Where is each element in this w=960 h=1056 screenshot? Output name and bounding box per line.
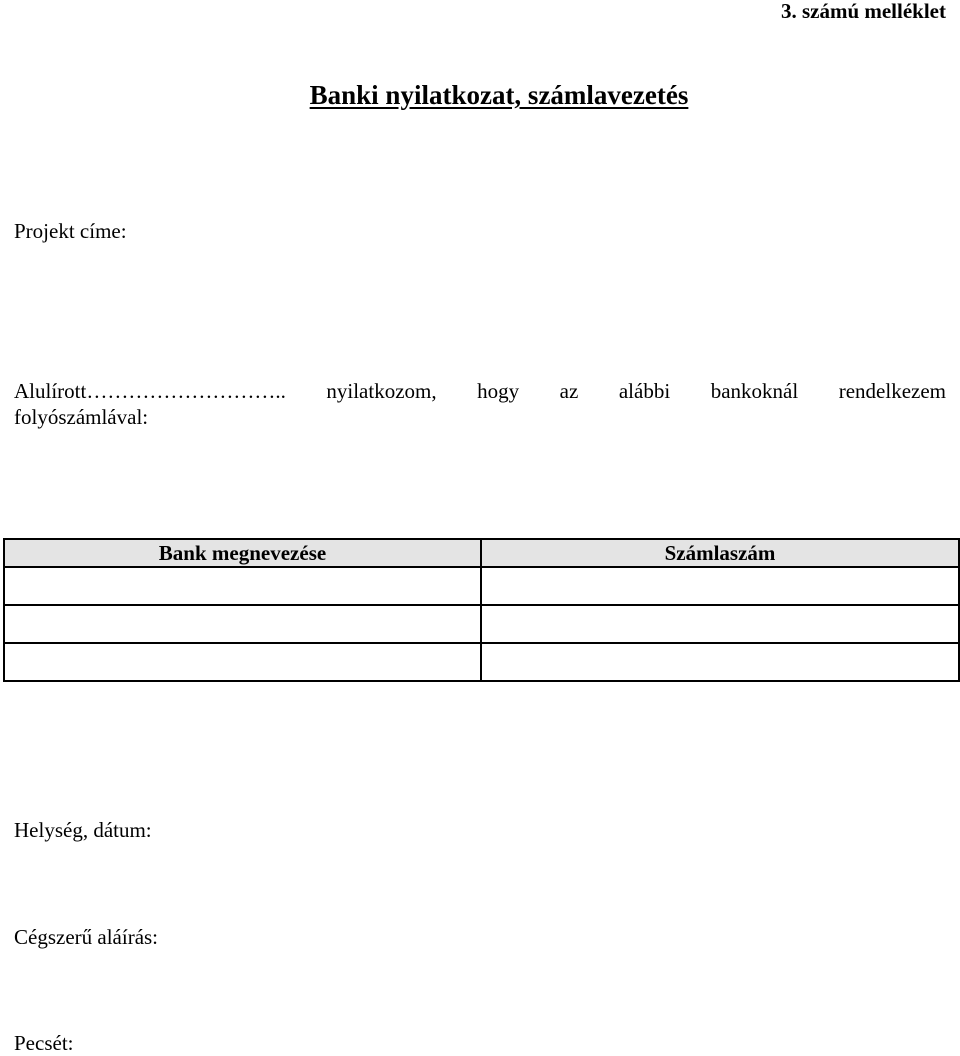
signature-label: Cégszerű aláírás: bbox=[14, 925, 159, 949]
table-header-row bbox=[4, 539, 959, 567]
column-header-account-number: Számlaszám bbox=[481, 539, 959, 567]
project-title-label: Projekt címe: bbox=[14, 219, 127, 243]
bank-name-cell[interactable] bbox=[4, 567, 481, 605]
column-header-bank-name: Bank megnevezése bbox=[4, 539, 481, 567]
place-date-label: Helység, dátum: bbox=[14, 818, 152, 842]
statement-text bbox=[14, 378, 946, 430]
statement-line-2: folyószámlával: bbox=[14, 405, 149, 429]
account-number-cell[interactable] bbox=[481, 605, 959, 643]
account-number-cell[interactable] bbox=[481, 643, 959, 681]
annex-label: 3. számú melléklet bbox=[780, 0, 946, 23]
bank-accounts-table bbox=[3, 538, 960, 682]
account-number-cell[interactable] bbox=[481, 567, 959, 605]
stamp-label: Pecsét: bbox=[14, 1031, 74, 1055]
bank-name-cell[interactable] bbox=[4, 643, 481, 681]
bank-name-cell[interactable] bbox=[4, 605, 481, 643]
table-row bbox=[4, 605, 959, 643]
table-row bbox=[4, 643, 959, 681]
statement-line-1: Alulírott……………………….. nyilatkozom, hogy az alábbi bankoknál rendelkezem bbox=[14, 379, 946, 403]
table-row bbox=[4, 567, 959, 605]
document-title: Banki nyilatkozat, számlavezetés bbox=[309, 80, 689, 110]
